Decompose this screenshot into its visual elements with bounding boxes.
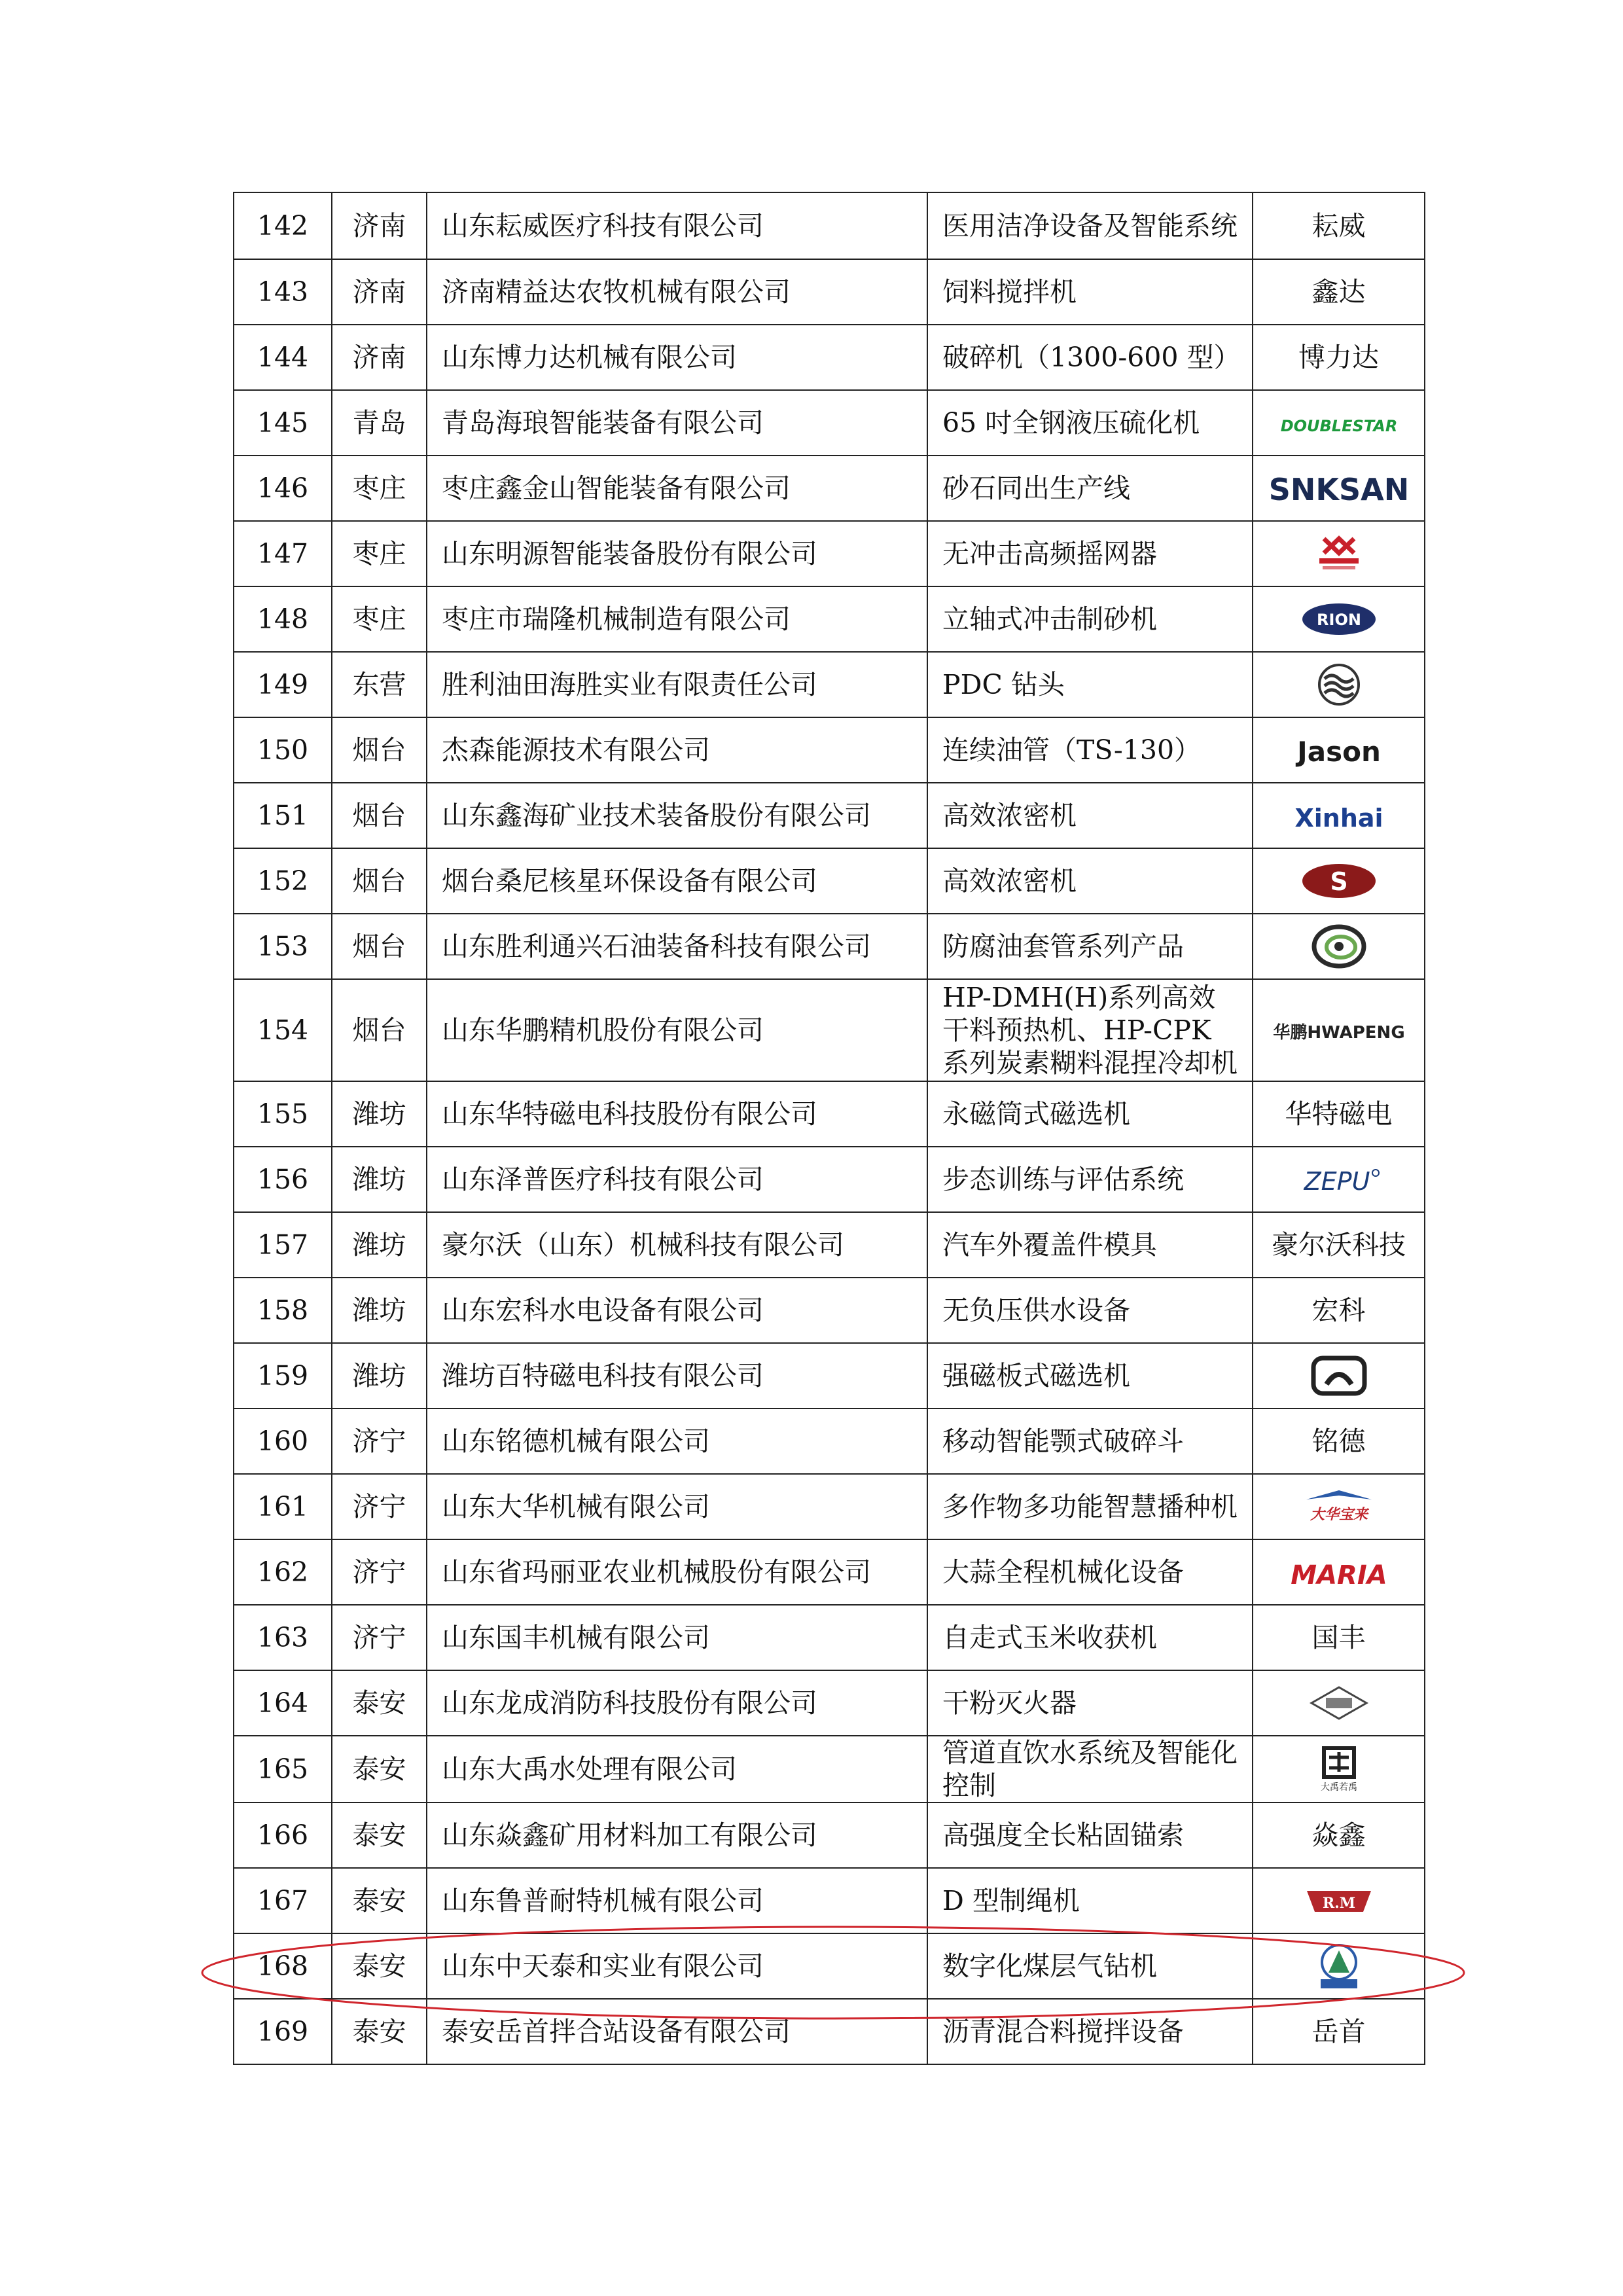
logo-cell	[1253, 456, 1425, 521]
table-row	[234, 914, 1425, 979]
product-name: 无负压供水设备	[927, 1278, 1253, 1343]
jason-logo	[1296, 735, 1382, 768]
zhongtian-logo	[1313, 1943, 1365, 1990]
dahua-logo	[1293, 1486, 1385, 1527]
table-row	[234, 1343, 1425, 1408]
company-name: 枣庄市瑞隆机械制造有限公司	[427, 586, 927, 652]
zepu-logo	[1296, 1165, 1382, 1196]
company-name: 青岛海琅智能装备有限公司	[427, 390, 927, 456]
hwapeng-logo	[1272, 1016, 1405, 1047]
product-name: 干粉灭火器	[927, 1670, 1253, 1736]
svg-text:大华宝来: 大华宝来	[1310, 1506, 1368, 1523]
city-cell: 青岛	[332, 390, 427, 456]
row-number: 153	[234, 914, 332, 979]
city-cell: 泰安	[332, 1803, 427, 1868]
row-number: 164	[234, 1670, 332, 1736]
row-number: 167	[234, 1868, 332, 1933]
lupu-logo	[1303, 1884, 1375, 1918]
logo-cell	[1253, 1408, 1425, 1474]
table-row	[234, 717, 1425, 783]
rion-logo	[1300, 601, 1378, 637]
row-number: 158	[234, 1278, 332, 1343]
product-name: 大蒜全程机械化设备	[927, 1539, 1253, 1605]
table-row	[234, 1278, 1425, 1343]
product-name: 数字化煤层气钻机	[927, 1933, 1253, 1999]
table-row	[234, 652, 1425, 717]
logo-cell	[1253, 586, 1425, 652]
city-cell: 泰安	[332, 1933, 427, 1999]
product-name: 无冲击高频摇网器	[927, 521, 1253, 586]
logo-cell	[1253, 783, 1425, 848]
row-number: 156	[234, 1147, 332, 1212]
snksan-logo	[1268, 470, 1409, 508]
product-name: 管道直饮水系统及智能化控制	[927, 1736, 1253, 1803]
row-number: 149	[234, 652, 332, 717]
city-cell: 济宁	[332, 1408, 427, 1474]
logo-cell	[1253, 914, 1425, 979]
product-name: 连续油管（TS-130）	[927, 717, 1253, 783]
company-name: 山东铭德机械有限公司	[427, 1408, 927, 1474]
row-number: 169	[234, 1999, 332, 2064]
table-row	[234, 1605, 1425, 1670]
logo-cell	[1253, 979, 1425, 1081]
company-name: 山东龙成消防科技股份有限公司	[427, 1670, 927, 1736]
row-number: 168	[234, 1933, 332, 1999]
table-body	[234, 192, 1425, 2064]
city-cell: 济南	[332, 259, 427, 325]
tongxing-logo	[1310, 924, 1368, 969]
company-name: 济南精益达农牧机械有限公司	[427, 259, 927, 325]
table-row	[234, 979, 1425, 1081]
city-cell: 烟台	[332, 914, 427, 979]
city-cell: 泰安	[332, 1736, 427, 1803]
brand-name: 华特磁电	[1285, 1098, 1393, 1130]
table-row	[234, 1539, 1425, 1605]
haisheng-logo	[1313, 663, 1365, 706]
city-cell: 烟台	[332, 979, 427, 1081]
row-number: 144	[234, 325, 332, 390]
brand-name: 焱鑫	[1311, 1820, 1366, 1851]
company-name: 山东国丰机械有限公司	[427, 1605, 927, 1670]
logo-cell	[1253, 390, 1425, 456]
company-name: 山东鑫海矿业技术装备股份有限公司	[427, 783, 927, 848]
product-name: 砂石同出生产线	[927, 456, 1253, 521]
brand-name: 博力达	[1298, 342, 1379, 373]
city-cell: 潍坊	[332, 1212, 427, 1278]
company-name: 山东鲁普耐特机械有限公司	[427, 1868, 927, 1933]
product-name: HP-DMH(H)系列高效干料预热机、HP-CPK 系列炭素糊料混捏冷却机	[927, 979, 1253, 1081]
city-cell: 烟台	[332, 717, 427, 783]
logo-cell	[1253, 1605, 1425, 1670]
row-number: 145	[234, 390, 332, 456]
baite-logo	[1310, 1354, 1368, 1397]
company-name: 山东省玛丽亚农业机械股份有限公司	[427, 1539, 927, 1605]
company-name: 豪尔沃（山东）机械科技有限公司	[427, 1212, 927, 1278]
product-name: 医用洁净设备及智能系统	[927, 192, 1253, 259]
logo-cell	[1253, 717, 1425, 783]
table-row	[234, 521, 1425, 586]
brand-name: 耘威	[1311, 210, 1366, 242]
product-name: 移动智能颚式破碎斗	[927, 1408, 1253, 1474]
table-row	[234, 586, 1425, 652]
product-name: PDC 钻头	[927, 652, 1253, 717]
company-name: 山东胜利通兴石油装备科技有限公司	[427, 914, 927, 979]
logo-cell	[1253, 1868, 1425, 1933]
brand-name: 鑫达	[1311, 276, 1366, 308]
city-cell: 潍坊	[332, 1147, 427, 1212]
city-cell: 济宁	[332, 1474, 427, 1539]
logo-cell	[1253, 259, 1425, 325]
row-number: 147	[234, 521, 332, 586]
brand-name: 宏科	[1311, 1295, 1366, 1326]
row-number: 154	[234, 979, 332, 1081]
city-cell: 枣庄	[332, 521, 427, 586]
brand-name: 铭德	[1311, 1426, 1366, 1457]
city-cell: 潍坊	[332, 1278, 427, 1343]
row-number: 142	[234, 192, 332, 259]
svg-text:Jason: Jason	[1296, 735, 1381, 768]
product-name: 步态训练与评估系统	[927, 1147, 1253, 1212]
row-number: 155	[234, 1081, 332, 1147]
dayu-logo	[1310, 1746, 1368, 1793]
company-name: 胜利油田海胜实业有限责任公司	[427, 652, 927, 717]
row-number: 166	[234, 1803, 332, 1868]
logo-cell	[1253, 521, 1425, 586]
table-row	[234, 259, 1425, 325]
logo-cell	[1253, 1212, 1425, 1278]
logo-cell	[1253, 1539, 1425, 1605]
city-cell: 济宁	[332, 1605, 427, 1670]
product-name: D 型制绳机	[927, 1868, 1253, 1933]
city-cell: 枣庄	[332, 456, 427, 521]
mingyuan-logo	[1310, 533, 1368, 574]
sunny-logo	[1300, 861, 1378, 901]
product-name: 高效浓密机	[927, 783, 1253, 848]
row-number: 162	[234, 1539, 332, 1605]
svg-text:R.M: R.M	[1322, 1895, 1355, 1912]
city-cell: 枣庄	[332, 586, 427, 652]
enterprise-product-table	[233, 192, 1425, 2065]
row-number: 150	[234, 717, 332, 783]
company-name: 杰森能源技术有限公司	[427, 717, 927, 783]
svg-text:ZEPU: ZEPU	[1304, 1167, 1370, 1196]
row-number: 160	[234, 1408, 332, 1474]
city-cell: 潍坊	[332, 1081, 427, 1147]
city-cell: 济宁	[332, 1539, 427, 1605]
row-number: 148	[234, 586, 332, 652]
longcheng-logo	[1306, 1683, 1372, 1723]
table-row	[234, 848, 1425, 914]
svg-text:S: S	[1329, 867, 1348, 896]
logo-cell	[1253, 1081, 1425, 1147]
city-cell: 济南	[332, 192, 427, 259]
row-number: 159	[234, 1343, 332, 1408]
row-number: 165	[234, 1736, 332, 1803]
row-number: 152	[234, 848, 332, 914]
product-name: 自走式玉米收获机	[927, 1605, 1253, 1670]
table-row	[234, 456, 1425, 521]
logo-cell	[1253, 1474, 1425, 1539]
company-name: 山东焱鑫矿用材料加工有限公司	[427, 1803, 927, 1868]
product-name: 强磁板式磁选机	[927, 1343, 1253, 1408]
company-name: 山东泽普医疗科技有限公司	[427, 1147, 927, 1212]
city-cell: 潍坊	[332, 1343, 427, 1408]
company-name: 山东华特磁电科技股份有限公司	[427, 1081, 927, 1147]
table-row	[234, 1081, 1425, 1147]
row-number: 143	[234, 259, 332, 325]
row-number: 151	[234, 783, 332, 848]
company-name: 山东耘威医疗科技有限公司	[427, 192, 927, 259]
table-row	[234, 1408, 1425, 1474]
product-name: 立轴式冲击制砂机	[927, 586, 1253, 652]
table-row	[234, 1868, 1425, 1933]
product-name: 破碎机（1300-600 型）	[927, 325, 1253, 390]
svg-text:大禹若禹: 大禹若禹	[1320, 1782, 1357, 1793]
row-number: 157	[234, 1212, 332, 1278]
product-name: 防腐油套管系列产品	[927, 914, 1253, 979]
row-number: 163	[234, 1605, 332, 1670]
row-number: 146	[234, 456, 332, 521]
table-row	[234, 1736, 1425, 1803]
logo-cell	[1253, 192, 1425, 259]
company-name: 山东博力达机械有限公司	[427, 325, 927, 390]
logo-cell	[1253, 1736, 1425, 1803]
company-name: 潍坊百特磁电科技有限公司	[427, 1343, 927, 1408]
table-row	[234, 1147, 1425, 1212]
svg-text:RION: RION	[1316, 611, 1361, 630]
product-name: 沥青混合料搅拌设备	[927, 1999, 1253, 2064]
brand-name: 岳首	[1311, 2016, 1366, 2047]
svg-text:华鹏HWAPENG: 华鹏HWAPENG	[1272, 1023, 1405, 1043]
city-cell: 泰安	[332, 1999, 427, 2064]
svg-text:DOUBLESTAR: DOUBLESTAR	[1280, 416, 1397, 435]
product-name: 65 吋全钢液压硫化机	[927, 390, 1253, 456]
city-cell: 烟台	[332, 848, 427, 914]
company-name: 山东中天泰和实业有限公司	[427, 1933, 927, 1999]
company-name: 烟台桑尼核星环保设备有限公司	[427, 848, 927, 914]
table-row	[234, 1803, 1425, 1868]
city-cell: 泰安	[332, 1868, 427, 1933]
table-row	[234, 1999, 1425, 2064]
logo-cell	[1253, 848, 1425, 914]
product-name: 高效浓密机	[927, 848, 1253, 914]
logo-cell	[1253, 1343, 1425, 1408]
logo-cell	[1253, 1933, 1425, 1999]
product-name: 多作物多功能智慧播种机	[927, 1474, 1253, 1539]
table-row	[234, 192, 1425, 259]
svg-text:Xinhai: Xinhai	[1294, 804, 1383, 833]
table-row	[234, 1670, 1425, 1736]
product-name: 汽车外覆盖件模具	[927, 1212, 1253, 1278]
city-cell: 烟台	[332, 783, 427, 848]
table-row	[234, 325, 1425, 390]
brand-name: 豪尔沃科技	[1272, 1229, 1406, 1261]
company-name: 山东大华机械有限公司	[427, 1474, 927, 1539]
logo-cell	[1253, 652, 1425, 717]
product-name: 永磁筒式磁选机	[927, 1081, 1253, 1147]
svg-text:SNKSAN: SNKSAN	[1268, 472, 1409, 508]
logo-cell	[1253, 1147, 1425, 1212]
company-name: 山东宏科水电设备有限公司	[427, 1278, 927, 1343]
company-name: 枣庄鑫金山智能装备有限公司	[427, 456, 927, 521]
city-cell: 东营	[332, 652, 427, 717]
logo-cell	[1253, 1278, 1425, 1343]
logo-cell	[1253, 325, 1425, 390]
logo-cell	[1253, 1803, 1425, 1868]
company-name: 泰安岳首拌合站设备有限公司	[427, 1999, 927, 2064]
table-row	[234, 390, 1425, 456]
product-name: 饲料搅拌机	[927, 259, 1253, 325]
table-row	[234, 1933, 1425, 1999]
product-name: 高强度全长粘固锚索	[927, 1803, 1253, 1868]
xinhai-logo	[1294, 799, 1383, 833]
brand-name: 国丰	[1311, 1622, 1366, 1653]
doublestar-logo	[1280, 412, 1397, 439]
svg-text:MARIA: MARIA	[1290, 1560, 1387, 1591]
logo-cell	[1253, 1999, 1425, 2064]
row-number: 161	[234, 1474, 332, 1539]
logo-cell	[1253, 1670, 1425, 1736]
city-cell: 济南	[332, 325, 427, 390]
table-row	[234, 1212, 1425, 1278]
table-row	[234, 783, 1425, 848]
maria-logo	[1290, 1558, 1387, 1591]
company-name: 山东明源智能装备股份有限公司	[427, 521, 927, 586]
table-row	[234, 1474, 1425, 1539]
company-name: 山东华鹏精机股份有限公司	[427, 979, 927, 1081]
company-name: 山东大禹水处理有限公司	[427, 1736, 927, 1803]
city-cell: 泰安	[332, 1670, 427, 1736]
